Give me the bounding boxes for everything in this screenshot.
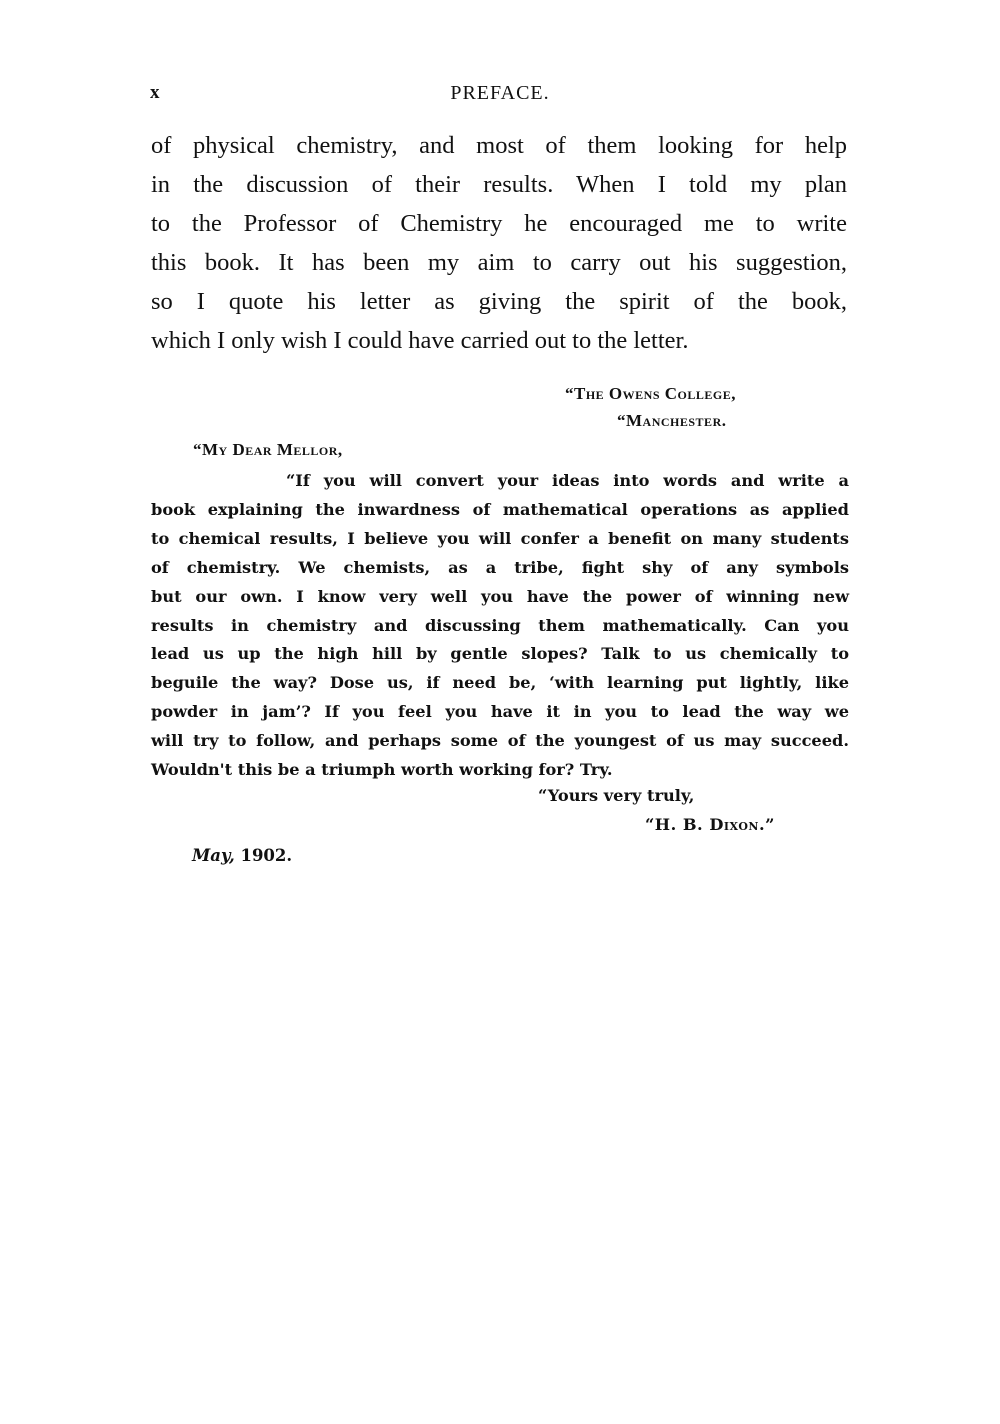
preface-date [192,846,292,865]
running-head [150,82,850,110]
letter-closing: “Yours very truly, [538,786,695,805]
letter-line: will try to follow, and perhaps some of the youngest of us may succeed. [151,731,849,751]
letter-line: “If you will convert your ideas into words and write a [286,471,849,490]
letter-line: book explaining the inwardness of mathematical operations as applied [151,499,849,519]
letter-line: lead us up the high hill by gentle slopes? Talk to us chemically to [151,644,849,664]
letter-line: but our own. I know very well you have the power of winning new [151,586,849,606]
paragraph-line: in the discussion of their results. When I told my plan [151,171,847,198]
letter-line: beguile the way? Dose us, if need be, ‘with learning put lightly, like [151,673,849,693]
page-number: x [150,82,160,103]
date-year: 1902. [240,846,293,865]
letter-line: of chemistry. We chemists, as a tribe, fight shy of any symbols [151,557,849,577]
paragraph-line: to the Professor of Chemistry he encouraged me to write [151,210,847,237]
date-month: May, [192,846,235,865]
letter-address-line: “The Owens College, [565,384,736,403]
running-title: PREFACE. [450,82,550,104]
paragraph-line: this book. It has been my aim to carry out his suggestion, [151,249,847,276]
paragraph-line: which I only wish I could have carried out to the letter. [151,327,689,354]
letter-salutation: “My Dear Mellor, [193,440,343,459]
paragraph-line: of physical chemistry, and most of them looking for help [151,132,847,159]
letter-line: Wouldn't this be a triumph worth working for? Try. [151,760,613,780]
letter-signature: “H. B. Dixon.” [645,815,775,834]
letter-body [151,467,849,785]
paragraph-line: so I quote his letter as giving the spirit of the book, [151,288,847,315]
letter-line: results in chemistry and discussing them mathematically. Can you [151,615,849,635]
letter-line: powder in jam’? If you feel you have it in you to lead the way we [151,702,849,722]
letter-line: to chemical results, I believe you will confer a benefit on many students [151,528,849,548]
preface-paragraph [151,126,847,360]
letter-address-line: “Manchester. [617,411,727,430]
